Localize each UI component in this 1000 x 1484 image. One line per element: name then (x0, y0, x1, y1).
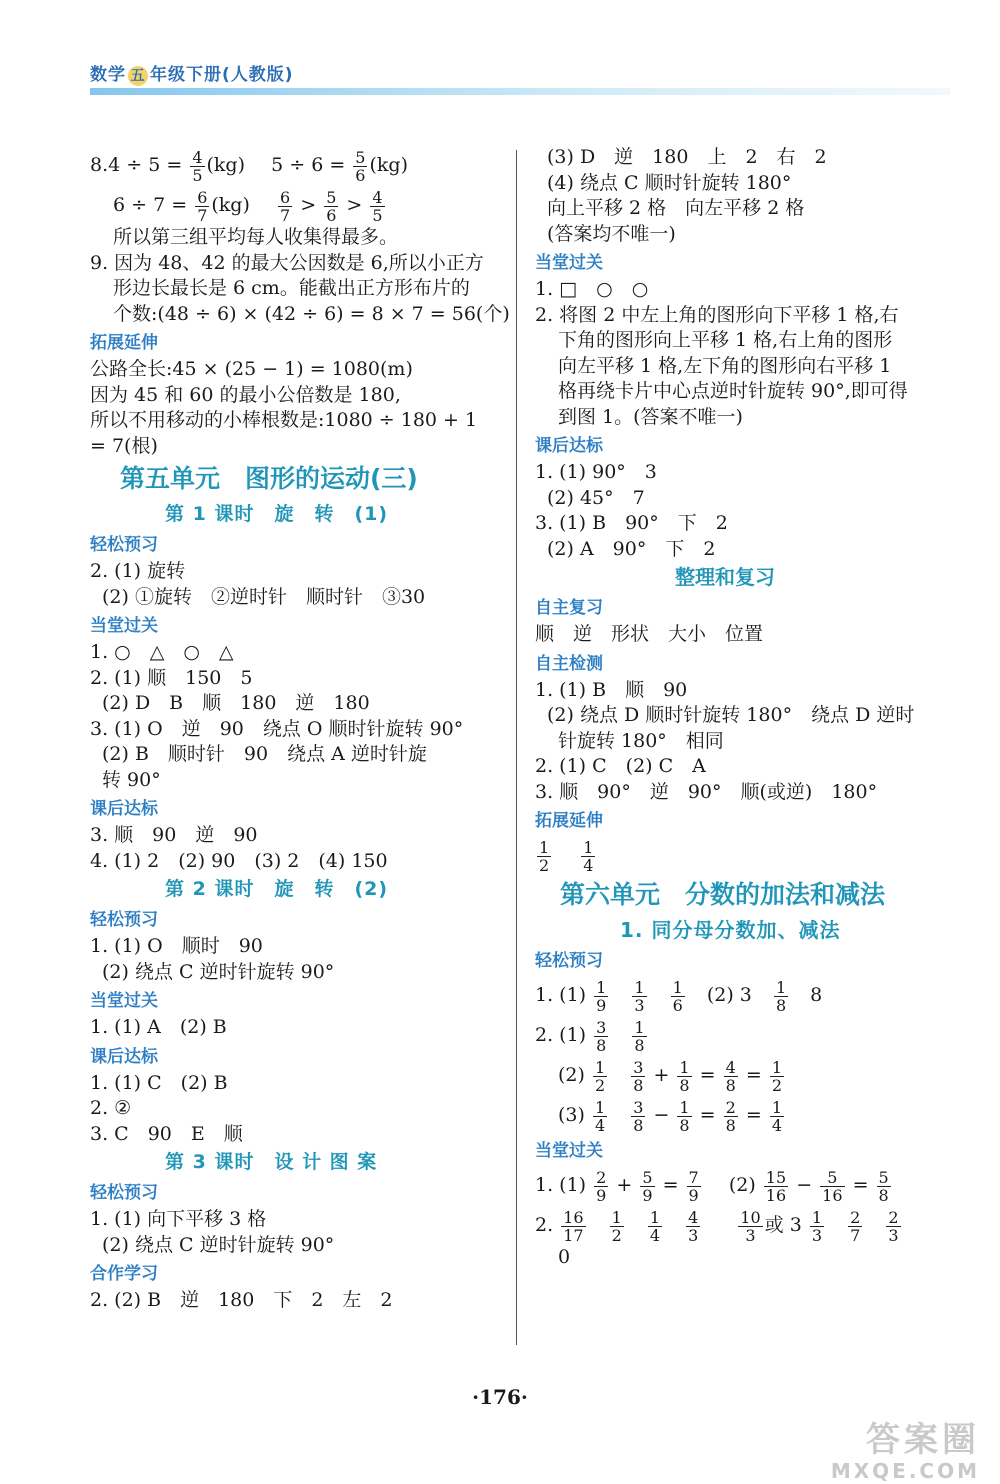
text-line: 3. C 90 E 顺 (90, 1122, 243, 1145)
numerator: 5 (355, 147, 366, 167)
fraction (610, 1209, 624, 1244)
denominator: 6 (355, 165, 366, 185)
numerator: 15 (765, 1167, 787, 1187)
watermark-top: 答案圈 (866, 1420, 980, 1460)
text-line: 2. (2) B 逆 180 下 2 左 2 (90, 1289, 393, 1311)
unit-title: 第五单元 图形的运动(三) (120, 464, 418, 493)
fraction (370, 189, 384, 224)
numerator: 5 (878, 1167, 889, 1187)
numerator: 1 (771, 1057, 782, 1077)
text-line: 向左平移 1 格,左下角的图形向右平移 1 (558, 354, 892, 377)
page-header (90, 60, 294, 86)
denominator: 3 (811, 1225, 823, 1245)
text-line: 所以不用移动的小棒根数是:1080 ÷ 180 + 1 (90, 409, 478, 431)
section-heading: 拓展延伸 (90, 333, 158, 353)
numerator: 4 (192, 147, 203, 167)
text-line: 3. 顺 90° 逆 90° 顺(或逆) 180° (535, 780, 878, 803)
header-subject: 数学 (90, 65, 126, 85)
numerator: 4 (725, 1057, 736, 1077)
fraction (648, 1209, 662, 1244)
denominator: 16 (822, 1185, 843, 1205)
text-line: (2) 绕点 C 逆时针旋转 90° (102, 1233, 335, 1256)
denominator: 3 (688, 1225, 699, 1245)
text-line: 2. (1) 旋转 (90, 560, 186, 582)
denominator: 5 (192, 165, 203, 185)
text-line: 个数:(48 ÷ 6) × (42 ÷ 6) = 8 × 7 = 56(个) (113, 302, 510, 325)
fraction (810, 1209, 824, 1244)
denominator: 8 (725, 1075, 736, 1095)
denominator: 17 (563, 1225, 584, 1245)
numerator: 1 (596, 977, 607, 997)
numerator: 3 (596, 1017, 607, 1037)
denominator: 2 (771, 1075, 782, 1095)
numerator: 1 (775, 977, 787, 997)
section-heading: 轻松预习 (90, 910, 158, 930)
text-line: 1. □ ○ ○ (535, 278, 649, 300)
fraction (687, 1169, 701, 1204)
denominator: 8 (679, 1075, 690, 1095)
text-line: 因为 45 和 60 的最小公倍数是 180, (90, 383, 401, 406)
numerator: 1 (672, 977, 683, 997)
denominator: 16 (765, 1185, 787, 1205)
section-heading: 当堂过关 (535, 253, 603, 273)
page-number: ·176· (472, 1385, 528, 1409)
section-heading: 拓展延伸 (535, 811, 603, 831)
fraction (594, 1019, 608, 1054)
numerator: 1 (539, 837, 550, 857)
fraction (631, 1099, 645, 1134)
fraction (724, 1059, 738, 1094)
fraction (353, 149, 367, 184)
fraction (770, 1059, 784, 1094)
numerator: 2 (725, 1097, 736, 1117)
denominator: 5 (372, 205, 383, 225)
denominator: 8 (878, 1185, 889, 1205)
fraction (738, 1209, 762, 1244)
numerator: 1 (594, 1097, 606, 1117)
text-line: (2) 绕点 D 顺时针旋转 180° 绕点 D 逆时 (547, 704, 915, 726)
numerator: 10 (740, 1207, 761, 1227)
denominator: 2 (594, 1075, 606, 1095)
fraction (593, 1059, 607, 1094)
text-line: 3. (1) O 逆 90 绕点 O 顺时针旋转 90° (90, 717, 464, 740)
review-title: 整理和复习 (675, 565, 775, 589)
denominator: 9 (596, 995, 607, 1015)
section-heading: 当堂过关 (90, 991, 158, 1011)
numerator: 16 (563, 1207, 584, 1227)
numerator: 3 (633, 1097, 644, 1117)
lesson-title: 第 1 课时 旋 转 (1) (165, 503, 389, 525)
right-column (535, 145, 955, 1271)
denominator: 2 (611, 1225, 622, 1245)
numerator: 4 (688, 1207, 699, 1227)
q8-line1: 8.4 ÷ 5 = $\frac{4}{5}$ (kg) 5 ÷ 6 = $\frac{5}{6}$ (kg) (90, 147, 408, 185)
numerator: 6 (197, 187, 208, 207)
text-line: 4. (1) 2 (2) 90 (3) 2 (4) 150 (90, 849, 388, 872)
text-line: (4) 绕点 C 顺时针旋转 180° (547, 171, 792, 194)
fraction (764, 1169, 788, 1204)
fraction (631, 1059, 645, 1094)
fraction-line: 2. (1) $\frac{3}{8}$ $\frac{1}{8}$ (535, 1017, 645, 1055)
fraction (195, 189, 209, 224)
text-line: 1. ○ △ ○ △ (90, 641, 234, 663)
denominator: 3 (745, 1225, 756, 1245)
denominator: 8 (596, 1035, 607, 1055)
numerator: 1 (583, 837, 594, 857)
section-heading: 课后达标 (535, 436, 603, 456)
fraction (820, 1169, 844, 1204)
denominator: 4 (583, 855, 594, 875)
denominator: 7 (850, 1225, 861, 1245)
lesson-title: 1. 同分母分数加、减法 (620, 918, 841, 942)
fraction (537, 839, 551, 874)
text-line: 3. (1) B 90° 下 2 (535, 512, 728, 534)
fraction (594, 1169, 608, 1204)
section-heading: 自主检测 (535, 653, 603, 674)
text-line: (2) 45° 7 (547, 486, 645, 509)
denominator: 6 (326, 205, 337, 225)
denominator: 8 (725, 1115, 736, 1135)
text-line: 2. 将图 2 中左上角的图形向下平移 1 格,右 (535, 303, 899, 326)
section-heading: 课后达标 (90, 799, 158, 819)
fraction (886, 1209, 900, 1244)
text-line: = 7(根) (90, 434, 158, 457)
denominator: 8 (679, 1115, 690, 1135)
fraction (324, 189, 338, 224)
numerator: 2 (888, 1207, 899, 1227)
numerator: 2 (850, 1207, 861, 1227)
fraction (770, 1099, 784, 1134)
unit-title: 第六单元 分数的加法和减法 (560, 880, 886, 909)
section-heading: 自主复习 (535, 598, 603, 618)
fraction (848, 1209, 862, 1244)
denominator: 8 (634, 1035, 645, 1055)
text-line: 1. (1) O 顺时 90 (90, 935, 263, 957)
denominator: 7 (279, 205, 291, 225)
text-line: 1. (1) 向下平移 3 格 (90, 1208, 267, 1230)
fraction (278, 189, 292, 224)
denominator: 7 (197, 205, 208, 225)
watermark-bottom: MXQE.COM (830, 1459, 980, 1483)
section-heading: 合作学习 (90, 1264, 158, 1284)
q8-line2: 6 ÷ 7 = $\frac{6}{7}$ (kg) $\frac{6}{7}$ > $\frac{5}{6}$ > $\frac{4}{5}$ (113, 187, 383, 225)
fraction (724, 1099, 738, 1134)
numerator: 7 (688, 1167, 699, 1187)
denominator: 9 (596, 1185, 607, 1205)
fraction-line: 2. $\frac{16}{17}$ $\frac{1}{2}$ $\frac{1}{4}$ $\frac{4}{3}$ $\frac{10}{3}$ 或 3 $\frac{1}{3}$ $\frac{2}{7}$ $\frac{2}{3}$ (535, 1207, 899, 1245)
numerator: 3 (633, 1057, 644, 1077)
fraction (632, 979, 646, 1014)
denominator: 4 (594, 1115, 606, 1135)
denominator: 4 (649, 1225, 661, 1245)
section-heading: 课后达标 (90, 1046, 158, 1067)
watermark (831, 1420, 980, 1482)
fraction-line: (2) $\frac{1}{2}$ $\frac{3}{8}$ + $\frac{1}{8}$ = $\frac{4}{8}$ = $\frac{1}{2}$ (558, 1057, 782, 1095)
section-heading: 当堂过关 (90, 616, 158, 636)
text-line: 2. ② (90, 1097, 132, 1119)
denominator: 8 (775, 995, 787, 1015)
denominator: 9 (688, 1185, 699, 1205)
fraction (594, 979, 608, 1014)
denominator: 4 (771, 1115, 782, 1135)
denominator: 3 (634, 995, 645, 1015)
numerator: 5 (326, 187, 337, 207)
numerator: 5 (642, 1167, 653, 1187)
text-line: 3. 顺 90 逆 90 (90, 824, 258, 846)
text-line: 格再绕卡片中心点逆时针旋转 90°,即可得 (558, 380, 908, 402)
fraction-line: (3) $\frac{1}{4}$ $\frac{3}{8}$ − $\frac{1}{8}$ = $\frac{2}{8}$ = $\frac{1}{4}$ (558, 1097, 782, 1135)
fraction (593, 1099, 607, 1134)
numerator: 1 (594, 1057, 606, 1077)
text-line: (2) A 90° 下 2 (547, 537, 716, 560)
section-heading: 轻松预习 (90, 1183, 158, 1203)
section-heading: 当堂过关 (535, 1141, 603, 1161)
section-heading: 轻松预习 (535, 951, 603, 971)
denominator: 9 (642, 1185, 653, 1205)
denominator: 8 (633, 1075, 644, 1095)
denominator: 8 (633, 1115, 644, 1135)
fraction (632, 1019, 646, 1054)
text-line: (答案均不唯一) (547, 222, 676, 245)
text-line: 顺 逆 形状 大小 位置 (535, 623, 764, 645)
text-line: (3) D 逆 180 上 2 右 2 (547, 146, 827, 168)
section-heading: 轻松预习 (90, 535, 158, 555)
fraction (190, 149, 204, 184)
text-line: (2) ①旋转 ②逆时针 顺时针 ③30 (102, 585, 426, 608)
numerator: 1 (649, 1207, 661, 1227)
text-line: 所以第三组平均每人收集得最多。 (113, 226, 399, 248)
numerator: 1 (771, 1097, 782, 1117)
grade-badge: 五 (128, 66, 148, 86)
numerator: 5 (820, 1169, 844, 1187)
text-line: 1. (1) 90° 3 (535, 461, 657, 483)
denominator: 6 (672, 995, 683, 1015)
numerator: 1 (679, 1057, 690, 1077)
fraction (686, 1209, 700, 1244)
fraction (671, 979, 685, 1014)
fraction-line: 1. (1) $\frac{2}{9}$ + $\frac{5}{9}$ = $\frac{7}{9}$ (2) $\frac{15}{16}$ − $\frac{5}{16}$ = $\frac{5}{8}$ (535, 1167, 889, 1205)
denominator: 2 (539, 855, 550, 875)
fraction (677, 1059, 691, 1094)
column-divider (516, 150, 517, 1345)
fraction (561, 1209, 585, 1244)
numerator: 1 (679, 1097, 690, 1117)
text-line: (2) B 顺时针 90 绕点 A 逆时针旋 (102, 743, 427, 765)
text-line: 到图 1。(答案不唯一) (558, 405, 743, 428)
fraction (877, 1169, 891, 1204)
text-line: 形边长最长是 6 cm。能截出正方形布片的 (113, 277, 470, 299)
left-column (90, 145, 510, 1314)
fraction-line: 1. (1) $\frac{1}{9}$ $\frac{1}{3}$ $\frac{1}{6}$ (2) 3 $\frac{1}{8}$ 8 (535, 977, 823, 1015)
fraction-line (535, 835, 955, 875)
text-line: (2) 绕点 C 逆时针旋转 90° (102, 960, 335, 983)
text-line: 1. (1) B 顺 90 (535, 678, 688, 701)
numerator: 1 (634, 977, 645, 997)
numerator: 4 (372, 187, 383, 207)
denominator: 3 (888, 1225, 899, 1245)
text-line: 向上平移 2 格 向左平移 2 格 (547, 197, 805, 219)
numerator: 6 (279, 187, 291, 207)
numerator: 2 (596, 1167, 607, 1187)
numerator: 1 (811, 1207, 823, 1227)
text-line: 针旋转 180° 相同 (558, 729, 724, 752)
text-line: 下角的图形向上平移 1 格,右上角的图形 (558, 329, 893, 351)
lesson-title: 第 3 课时 设 计 图 案 (165, 1151, 378, 1173)
text-line: 0 (558, 1246, 571, 1268)
header-bar (90, 88, 950, 95)
numerator: 1 (634, 1017, 645, 1037)
header-grade-text: 年级下册(人教版) (150, 65, 294, 85)
lesson-title: 第 2 课时 旋 转 (2) (165, 878, 389, 900)
text-line: 转 90° (102, 768, 161, 791)
text-line: 公路全长:45 × (25 − 1) = 1080(m) (90, 358, 413, 380)
text-line: 9. 因为 48、42 的最大公因数是 6,所以小正方 (90, 251, 484, 274)
text-line: (2) D B 顺 180 逆 180 (102, 692, 370, 714)
numerator: 1 (611, 1207, 622, 1227)
fraction (677, 1099, 691, 1134)
fraction (581, 839, 595, 874)
fraction (774, 979, 788, 1014)
text-line: 1. (1) A (2) B (90, 1016, 227, 1038)
text-line: 2. (1) 顺 150 5 (90, 666, 253, 689)
text-line: 2. (1) C (2) C A (535, 755, 706, 777)
fraction (640, 1169, 654, 1204)
text-line: 1. (1) C (2) B (90, 1071, 228, 1094)
